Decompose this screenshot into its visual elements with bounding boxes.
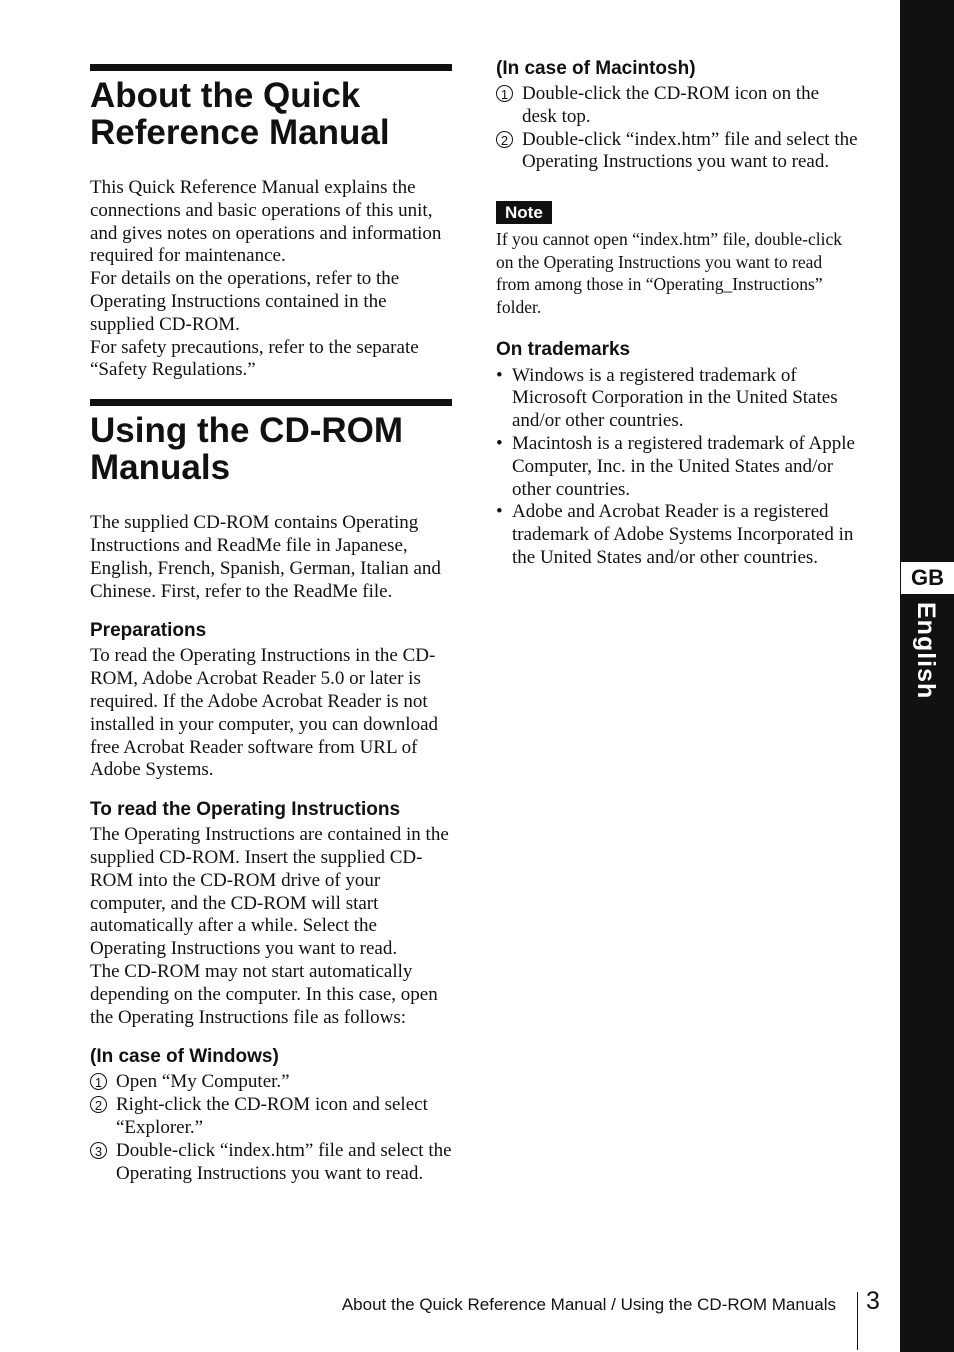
read-instructions-text: The CD-ROM may not start automatically depending on the computer. In this case, open the Operating Instructions file as follows: <box>90 960 438 1028</box>
cdrom-intro: The supplied CD-ROM contains Operating Instructions and ReadMe file in Japanese, English, French, Spanish, German, Italian and Chinese. First, refer to the ReadMe file. <box>90 512 441 602</box>
running-footer-title: About the Quick Reference Manual / Using the CD-ROM Manuals <box>341 1295 836 1314</box>
trademark-text: Macintosh is a registered trademark of Apple Computer, Inc. in the United States and/or other countries. <box>512 432 855 500</box>
windows-step <box>90 1071 452 1094</box>
footer-divider <box>857 1292 858 1350</box>
page-number: 3 <box>866 1287 880 1315</box>
title-line: About the Quick <box>90 76 361 115</box>
trademark-item <box>496 433 858 501</box>
language-label-container <box>902 602 942 702</box>
windows-step <box>90 1140 452 1186</box>
section-rule <box>90 64 452 71</box>
step-text: Double-click “index.htm” file and select the Operating Instructions you want to read. <box>116 1139 452 1184</box>
trademark-item <box>496 365 858 433</box>
trademark-text: Windows is a registered trademark of Microsoft Corporation in the United States and/or other countries. <box>512 364 838 432</box>
left-column <box>90 64 452 1185</box>
read-instructions-text: The Operating Instructions are contained in the supplied CD-ROM. Insert the supplied CD-ROM into the CD-ROM drive of your computer, and the CD-ROM will start automatically after a while. Select the Operating Instructions you want to read. <box>90 824 449 960</box>
about-paragraph: For details on the operations, refer to the Operating Instructions contained in the supplied CD-ROM. <box>90 268 400 335</box>
step-number-icon: 2 <box>496 131 513 148</box>
bullet-icon: • <box>496 501 503 523</box>
title-line: Manuals <box>90 448 231 488</box>
bullet-icon: • <box>496 364 503 386</box>
step-number-icon: 3 <box>90 1142 107 1159</box>
macintosh-heading: (In case of Macintosh) <box>496 58 696 79</box>
mac-step <box>496 83 858 129</box>
note-badge: Note <box>496 201 552 224</box>
section-title-about <box>90 77 452 151</box>
preparations-heading: Preparations <box>90 620 207 642</box>
section-title-cdrom <box>90 412 452 486</box>
step-text: Double-click the CD-ROM icon on the desk top. <box>522 83 820 127</box>
title-line: Using the CD-ROM <box>90 411 404 451</box>
step-text: Open “My Computer.” <box>116 1071 290 1093</box>
windows-heading: (In case of Windows) <box>90 1046 279 1068</box>
windows-step <box>90 1094 452 1140</box>
read-instructions-heading: To read the Operating Instructions <box>90 799 401 821</box>
step-number-icon: 2 <box>90 1096 107 1113</box>
step-text: Right-click the CD-ROM icon and select “Explorer.” <box>116 1094 428 1138</box>
title-line: Reference Manual <box>90 113 390 152</box>
step-number-icon: 1 <box>90 1073 107 1090</box>
language-code: GB <box>911 565 944 590</box>
right-column <box>496 58 858 570</box>
language-code-badge <box>901 562 954 594</box>
trademarks-heading: On trademarks <box>496 338 631 360</box>
language-label: English <box>912 602 940 700</box>
mac-step <box>496 129 858 175</box>
preparations-text: To read the Operating Instructions in the CD-ROM, Adobe Acrobat Reader 5.0 or later is required. If the Adobe Acrobat Reader is not installed in your computer, you can download free Acrobat Reader software from URL of Adobe Systems. <box>90 645 439 781</box>
step-text: Double-click “index.htm” file and select the Operating Instructions you want to read. <box>522 128 858 173</box>
about-paragraph: For safety precautions, refer to the separate “Safety Regulations.” <box>90 336 419 381</box>
step-number-icon: 1 <box>496 85 513 102</box>
bullet-icon: • <box>496 432 503 454</box>
note-text: If you cannot open “index.htm” file, double-click on the Operating Instructions you want to read from among those in “Operating_Instructions” folder. <box>496 229 842 317</box>
trademark-item <box>496 501 858 569</box>
section-rule <box>90 399 452 406</box>
trademark-text: Adobe and Acrobat Reader is a registered trademark of Adobe Systems Incorporated in the United States and/or other countries. <box>512 501 854 568</box>
about-paragraph: This Quick Reference Manual explains the connections and basic operations of this unit, and gives notes on operations and information required for maintenance. <box>90 177 442 267</box>
